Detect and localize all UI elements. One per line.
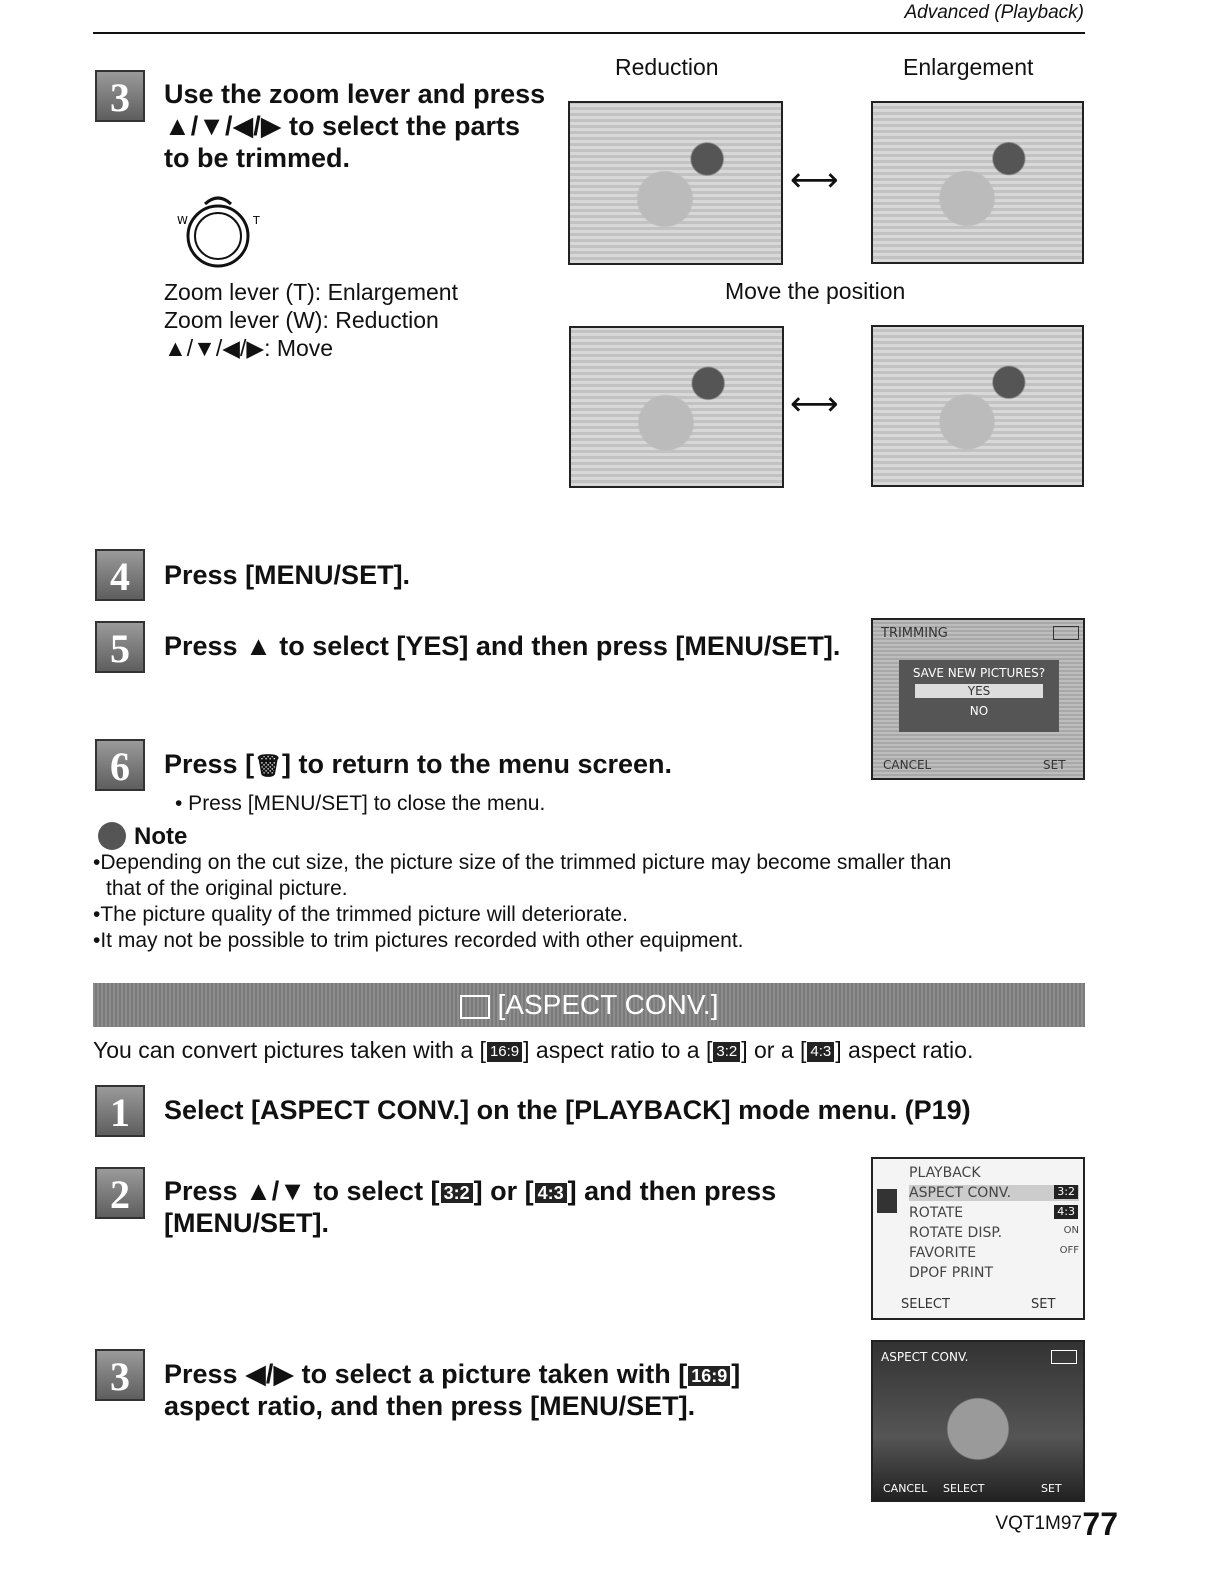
set-label: SET <box>1031 1297 1056 1312</box>
lcd-title: TRIMMING <box>881 626 948 641</box>
menu-item-value: 3:2 <box>1054 1185 1078 1199</box>
menu-item-dpof-print[interactable] <box>909 1265 1079 1281</box>
desc-enlargement: Zoom lever (T): Enlargement <box>164 279 458 305</box>
step-number-3b: 3 <box>95 1349 145 1401</box>
ratio-3-2-badge: 3:2 <box>713 1042 740 1062</box>
menu-title: PLAYBACK <box>909 1165 981 1181</box>
step6-bullet: • Press [MENU/SET] to close the menu. <box>175 792 546 815</box>
step3b-text-a: Press ◀/▶ to select a picture taken with [ <box>164 1359 688 1389</box>
no-option[interactable]: NO <box>969 704 989 718</box>
step5-text: Press ▲ to select [YES] and then press [MENU/SET]. <box>164 631 841 661</box>
menu-item-label: FAVORITE <box>909 1245 977 1261</box>
set-label: SET <box>1041 1482 1062 1495</box>
label-enlargement: Enlargement <box>903 54 1034 80</box>
step3b-text-line2: aspect ratio, and then press [MENU/SET]. <box>164 1391 696 1421</box>
desc-move: ▲/▼/◀/▶: Move <box>164 335 334 361</box>
menu-item-label: ROTATE DISP. <box>909 1225 1003 1241</box>
ratio-4-3-badge: 4:3 <box>535 1183 567 1203</box>
step3-title-line3: to be trimmed. <box>164 143 351 173</box>
step2-text-line2: [MENU/SET]. <box>164 1208 329 1238</box>
step2-text-c: ] and then press <box>567 1176 777 1206</box>
step4-text: Press [MENU/SET]. <box>164 560 411 590</box>
menu-item-rotate[interactable] <box>909 1205 1079 1221</box>
note-item: •It may not be possible to trim pictures recorded with other equipment. <box>93 929 744 952</box>
desc-reduction: Zoom lever (W): Reduction <box>164 307 439 333</box>
lever-t-label: T <box>253 214 260 227</box>
intro-text: ] aspect ratio to a [ <box>523 1037 713 1063</box>
aspect-conv-picture-screen <box>871 1340 1085 1502</box>
set-label: SET <box>1043 758 1066 772</box>
menu-item-aspect-conv[interactable] <box>909 1185 1079 1201</box>
menu-item-label: ROTATE <box>909 1205 964 1221</box>
photo-move-after <box>871 325 1084 487</box>
intro-text: You can convert pictures taken with a [ <box>93 1037 486 1063</box>
lever-w-label: W <box>177 214 188 227</box>
step2-text-b: ] or [ <box>473 1176 534 1206</box>
note-icon <box>98 822 126 850</box>
zoom-lever-icon <box>165 190 275 270</box>
step-number-2: 2 <box>95 1167 145 1219</box>
header-rule <box>93 32 1085 34</box>
step2-text-a: Press ▲/▼ to select [ <box>164 1176 440 1206</box>
ratio-16-9-badge: 16:9 <box>688 1366 730 1386</box>
step-number-1: 1 <box>95 1085 145 1137</box>
step3-title-line2: ▲/▼/◀/▶ to select the parts <box>164 111 521 141</box>
double-arrow-icon: ⟷ <box>790 385 839 423</box>
step6-text-a: Press [ <box>164 749 255 779</box>
step-number-5: 5 <box>95 621 145 673</box>
note-item: that of the original picture. <box>106 877 348 900</box>
note-item: •Depending on the cut size, the picture size of the trimmed picture may become smaller than <box>93 851 952 874</box>
playback-menu-screen <box>871 1157 1085 1320</box>
photo-enlargement <box>871 101 1084 264</box>
step6-text-b: ] to return to the menu screen. <box>282 749 673 779</box>
section-header: Advanced (Playback) <box>904 2 1084 23</box>
ratio-4-3-badge: 4:3 <box>807 1042 834 1062</box>
battery-icon <box>1053 626 1079 640</box>
playback-tab-icon[interactable] <box>877 1189 897 1213</box>
label-move-position: Move the position <box>725 278 906 304</box>
cancel-label: CANCEL <box>883 758 932 772</box>
menu-item-favorite[interactable] <box>909 1245 1079 1261</box>
step-number-3: 3 <box>95 70 145 122</box>
menu-item-rotate-disp[interactable] <box>909 1225 1079 1241</box>
note-label: Note <box>134 823 188 850</box>
lcd-title: ASPECT CONV. <box>881 1350 969 1364</box>
menu-item-label: ASPECT CONV. <box>909 1185 1012 1201</box>
yes-option[interactable]: YES <box>915 684 1043 698</box>
trash-icon: 🗑 <box>254 753 282 778</box>
menu-item-value: OFF <box>1059 1245 1079 1256</box>
menu-item-label: DPOF PRINT <box>909 1265 994 1281</box>
cancel-label: CANCEL <box>883 1482 928 1495</box>
step3b-text <box>164 1358 740 1422</box>
step3-description <box>164 278 458 362</box>
page-number: 77 <box>1082 1506 1118 1542</box>
ratio-16-9-badge: 16:9 <box>487 1042 522 1062</box>
double-arrow-icon: ⟷ <box>790 161 839 199</box>
photo-move-before <box>569 326 784 488</box>
select-label: SELECT <box>901 1297 950 1312</box>
step2-text <box>164 1175 776 1239</box>
note-item: •The picture quality of the trimmed picture will deteriorate. <box>93 903 628 926</box>
ratio-3-2-badge: 3:2 <box>441 1183 473 1203</box>
banner-title: [ASPECT CONV.] <box>497 989 719 1020</box>
aspect-icon <box>460 995 490 1019</box>
step6-text <box>164 748 672 782</box>
select-label: SELECT <box>943 1482 985 1495</box>
battery-icon <box>1051 1350 1077 1364</box>
trimming-confirm-screen <box>871 618 1085 780</box>
step3-title <box>164 78 545 174</box>
intro-text: ] aspect ratio. <box>835 1037 974 1063</box>
step1-text: Select [ASPECT CONV.] on the [PLAYBACK] mode menu. (P19) <box>164 1095 971 1125</box>
note-list <box>93 850 951 954</box>
aspect-intro <box>93 1036 973 1064</box>
step-number-6: 6 <box>95 739 145 791</box>
intro-text: ] or a [ <box>741 1037 807 1063</box>
step3-title-line1: Use the zoom lever and press <box>164 79 546 109</box>
menu-item-value: 4:3 <box>1054 1205 1078 1219</box>
model-code: VQT1M97 <box>995 1513 1082 1534</box>
step-number-4: 4 <box>95 549 145 601</box>
label-reduction: Reduction <box>615 54 719 80</box>
confirm-dialog <box>899 660 1059 732</box>
photo-reduction <box>568 101 783 265</box>
dialog-prompt: SAVE NEW PICTURES? <box>912 666 1046 680</box>
menu-item-value: ON <box>1063 1225 1079 1236</box>
aspect-conv-banner <box>93 983 1085 1027</box>
step3b-text-b: ] <box>731 1359 741 1389</box>
